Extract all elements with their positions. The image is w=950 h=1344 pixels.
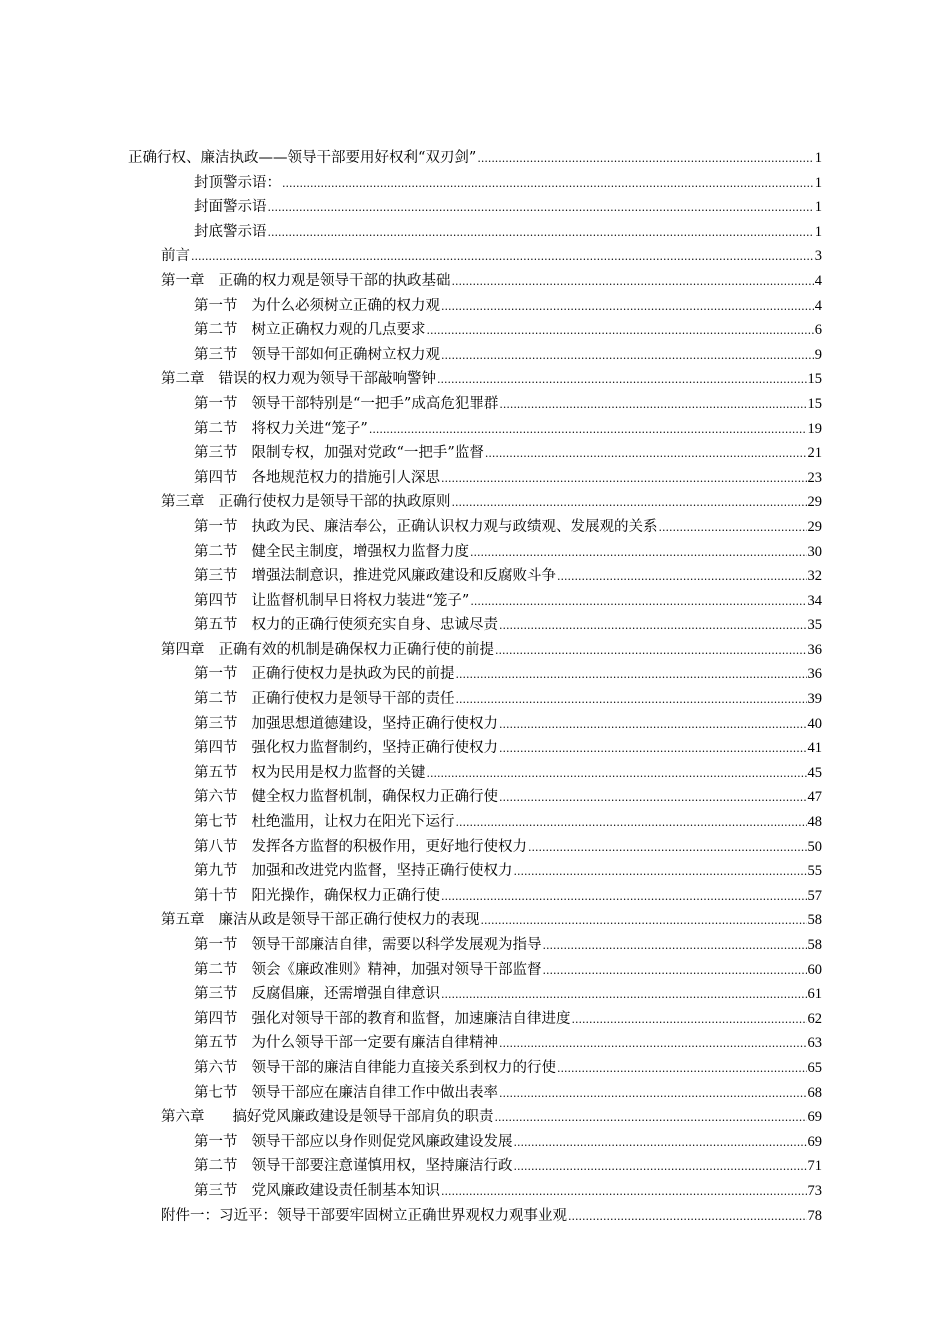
- toc-page-number: 55: [807, 863, 822, 880]
- toc-entry-text: 搞好党风廉政建设是领导干部肩负的职责: [232, 1109, 494, 1126]
- toc-page-number: 23: [807, 469, 822, 486]
- toc-entry-text: 封面警示语: [194, 199, 267, 216]
- toc-section-entry[interactable]: [0, 195, 950, 220]
- toc-entry-text: 健全民主制度，增强权力监督力度: [251, 543, 469, 560]
- toc-dot-leader: [568, 1205, 807, 1230]
- toc-page-number: 39: [807, 691, 822, 708]
- toc-dot-leader: [528, 836, 807, 861]
- toc-entry-text: 健全权力监督机制，确保权力正确行使: [251, 789, 498, 806]
- toc-dot-leader: [441, 983, 807, 1008]
- toc-page-number: 1: [814, 199, 822, 216]
- toc-entry-title: [194, 1031, 498, 1056]
- toc-page-number: 32: [807, 568, 822, 585]
- toc-page-number: 29: [807, 494, 822, 511]
- toc-section-entry[interactable]: [0, 1179, 950, 1204]
- toc-entry-text: 党风廉政建设责任制基本知识: [251, 1182, 440, 1199]
- toc-entry-text: 限制专权，加强对党政“一把手”监督: [251, 445, 484, 462]
- toc-page-number: 62: [807, 1010, 822, 1027]
- toc-page-number: 73: [807, 1182, 822, 1199]
- toc-entry-title: [194, 564, 556, 589]
- toc-dot-leader: [557, 1057, 807, 1082]
- toc-section-entry[interactable]: [0, 761, 950, 786]
- toc-entry-label: 第四节: [194, 1010, 238, 1027]
- toc-entry-text: 让监督机制早日将权力装进“笼子”: [251, 592, 470, 609]
- toc-entry-title: [161, 908, 480, 933]
- toc-page-number: 1: [814, 174, 822, 191]
- toc-entry-label: 第四节: [194, 592, 238, 609]
- toc-entry-label: 第六节: [194, 1059, 238, 1076]
- toc-dot-leader: [441, 467, 807, 492]
- toc-dot-leader: [543, 934, 807, 959]
- toc-chapter-entry[interactable]: [0, 269, 950, 294]
- toc-section-entry[interactable]: [0, 220, 950, 245]
- toc-dot-leader: [452, 270, 814, 295]
- toc-dot-leader: [441, 344, 814, 369]
- toc-section-entry[interactable]: [0, 1031, 950, 1056]
- toc-section-entry[interactable]: [0, 835, 950, 860]
- toc-section-entry[interactable]: [0, 392, 950, 417]
- toc-entry-title: [194, 884, 440, 909]
- toc-dot-leader: [427, 319, 814, 344]
- toc-page-number: 65: [807, 1059, 822, 1076]
- toc-section-entry[interactable]: [0, 540, 950, 565]
- toc-entry-label: 第三节: [194, 715, 238, 732]
- toc-section-entry[interactable]: [0, 171, 950, 196]
- toc-entry-label: 第一节: [194, 518, 238, 535]
- toc-entry-title: [194, 1154, 513, 1179]
- toc-entry-text: 领导干部特别是“一把手”成高危犯罪群: [251, 395, 499, 412]
- toc-entry-text: 领导干部应以身作则促党风廉政建设发展: [251, 1133, 513, 1150]
- toc-entry-text: 正确行使权力是领导干部的执政原则: [218, 494, 451, 511]
- toc-dot-leader: [427, 762, 807, 787]
- toc-page-number: 36: [807, 666, 822, 683]
- toc-entry-label: 第六章: [161, 1109, 205, 1126]
- toc-entry-title: [194, 761, 426, 786]
- toc-entry-title: [161, 367, 436, 392]
- toc-entry-text: 权为民用是权力监督的关键: [251, 764, 426, 781]
- toc-page-number: 3: [814, 248, 822, 265]
- toc-entry-text: 前言: [161, 248, 190, 265]
- toc-section-entry[interactable]: [0, 662, 950, 687]
- toc-entry-label: 第一节: [194, 395, 238, 412]
- toc-section-entry[interactable]: [0, 441, 950, 466]
- toc-entry-title: [161, 1204, 567, 1229]
- toc-section-entry[interactable]: [0, 884, 950, 909]
- toc-page-number: 58: [807, 937, 822, 953]
- toc-dot-leader: [499, 614, 807, 639]
- toc-entry-label: 第二章: [161, 371, 205, 388]
- toc-dot-leader: [499, 737, 807, 762]
- toc-dot-leader: [191, 245, 814, 270]
- toc-page-number: 1: [814, 223, 822, 240]
- toc-page-number: 15: [807, 371, 822, 388]
- toc-entry-title: [194, 785, 498, 810]
- toc-entry-text: 执政为民、廉洁奉公，正确认识权力观与政绩观、发展观的关系: [251, 518, 658, 535]
- toc-dot-leader: [477, 147, 813, 172]
- toc-entry-title: [194, 662, 455, 687]
- toc-entry-label: 第七节: [194, 1084, 238, 1101]
- toc-page-number: 35: [807, 617, 822, 634]
- toc-entry-text: 正确行权、廉洁执政——领导干部要用好权利“双刃剑”: [128, 150, 477, 166]
- toc-entry-text: 领导干部要注意谨慎用权，坚持廉洁行政: [251, 1158, 513, 1175]
- toc-entry-label: 第十节: [194, 887, 238, 904]
- toc-page-number: 34: [807, 592, 822, 609]
- toc-dot-leader: [572, 1008, 807, 1033]
- toc-entry-title: [194, 540, 469, 565]
- toc-dot-leader: [268, 221, 814, 246]
- toc-dot-leader: [441, 295, 814, 320]
- toc-chapter-entry[interactable]: [0, 638, 950, 663]
- toc-entry-label: 第八节: [194, 838, 238, 855]
- toc-dot-leader: [499, 713, 807, 738]
- toc-dot-leader: [514, 1131, 807, 1156]
- toc-page-number: 78: [807, 1207, 822, 1224]
- toc-dot-leader: [456, 663, 807, 688]
- toc-entry-label: 第三节: [194, 1182, 238, 1199]
- toc-entry-label: 第五节: [194, 1035, 238, 1052]
- toc-entry-text: 反腐倡廉，还需增强自律意识: [251, 986, 440, 1003]
- toc-page-number: 60: [807, 961, 822, 978]
- toc-entry-text: 树立正确权力观的几点要求: [251, 322, 426, 339]
- toc-entry-text: 为什么必须树立正确的权力观: [251, 297, 440, 314]
- toc-entry-text: 错误的权力观为领导干部敲响警钟: [218, 371, 436, 388]
- toc-entry-label: 第一章: [161, 272, 205, 289]
- toc-entry-title: [194, 392, 498, 417]
- toc-dot-leader: [659, 516, 807, 541]
- toc-entry-text: 领导干部的廉洁自律能力直接关系到权力的行使: [251, 1059, 556, 1076]
- toc-dot-leader: [495, 639, 807, 664]
- toc-page-number: 4: [814, 297, 822, 314]
- toc-section-entry[interactable]: [0, 294, 950, 319]
- toc-entry-title: [194, 1007, 571, 1032]
- toc-entry-title: [194, 982, 440, 1007]
- toc-entry-label: 第二节: [194, 691, 238, 708]
- toc-entry-title: [194, 712, 498, 737]
- toc-entry-title: [161, 490, 451, 515]
- toc-dot-leader: [514, 860, 807, 885]
- toc-page-number: 57: [807, 887, 822, 904]
- toc-entry-label: 第一节: [194, 297, 238, 314]
- toc-page-number: 41: [807, 740, 822, 757]
- toc-page-number: 48: [807, 814, 822, 831]
- toc-section-entry[interactable]: [0, 958, 950, 983]
- toc-entry-title: [194, 958, 542, 983]
- toc-chapter-entry[interactable]: [0, 1204, 950, 1229]
- toc-page-number: 69: [807, 1109, 822, 1126]
- toc-entry-text: 领会《廉政准则》精神，加强对领导干部监督: [251, 961, 542, 978]
- toc-chapter-entry[interactable]: [0, 244, 950, 269]
- toc-chapter-entry[interactable]: [0, 908, 950, 933]
- toc-page-number: 29: [807, 518, 822, 535]
- toc-entry-title: [194, 1130, 513, 1155]
- toc-entry-text: 领导干部如何正确树立权力观: [251, 346, 440, 363]
- toc-entry-text: 正确有效的机制是确保权力正确行使的前提: [218, 641, 494, 658]
- toc-entry-title: [194, 318, 426, 343]
- toc-dot-leader: [441, 1180, 807, 1205]
- toc-entry-label: 第二节: [194, 420, 238, 437]
- toc-entry-text: 领导干部廉洁自律，需要以科学发展观为指导: [251, 937, 542, 953]
- toc-entry-label: 第三节: [194, 986, 238, 1003]
- toc-entry-label: 第九节: [194, 863, 238, 880]
- toc-entry-text: 强化对领导干部的教育和监督，加速廉洁自律进度: [251, 1010, 571, 1027]
- toc-dot-leader: [485, 442, 807, 467]
- toc-entry-text: 权力的正确行使须充实自身、忠诚尽责: [251, 617, 498, 634]
- toc-page-number: 40: [807, 715, 822, 732]
- toc-section-entry[interactable]: [0, 466, 950, 491]
- toc-page-number: 6: [814, 322, 822, 339]
- toc-entry-text: 正确行使权力是执政为民的前提: [251, 666, 455, 683]
- toc-entry-text: 强化权力监督制约，坚持正确行使权力: [251, 740, 498, 757]
- toc-entry-label: 第三章: [161, 494, 205, 511]
- toc-dot-leader: [456, 688, 807, 713]
- toc-entry-text: 阳光操作，确保权力正确行使: [251, 887, 440, 904]
- toc-chapter-entry[interactable]: [0, 367, 950, 392]
- toc-dot-leader: [456, 811, 807, 836]
- toc-section-entry[interactable]: [0, 736, 950, 761]
- toc-dot-leader: [441, 885, 807, 910]
- table-of-contents: [0, 146, 950, 1228]
- toc-page-number: 4: [814, 272, 822, 289]
- toc-page-number: 71: [807, 1158, 822, 1175]
- toc-entry-title: [194, 1056, 556, 1081]
- toc-entry-title: [194, 736, 498, 761]
- toc-entry-text: 加强思想道德建设，坚持正确行使权力: [251, 715, 498, 732]
- toc-dot-leader: [268, 196, 814, 221]
- toc-entry-title: [194, 441, 484, 466]
- toc-entry-title: [194, 933, 542, 958]
- toc-entry-label: 第三节: [194, 346, 238, 363]
- toc-entry-label: 第一节: [194, 1133, 238, 1150]
- toc-entry-title: [194, 835, 527, 860]
- toc-entry-text: 封底警示语: [194, 223, 267, 240]
- toc-dot-leader: [470, 541, 807, 566]
- toc-entry-title: [194, 171, 281, 196]
- toc-entry-label: 第二节: [194, 961, 238, 978]
- toc-entry-text: 杜绝滥用，让权力在阳光下运行: [251, 814, 455, 831]
- toc-page-number: 69: [807, 1133, 822, 1150]
- toc-entry-label: 第二节: [194, 543, 238, 560]
- toc-section-entry[interactable]: [0, 1154, 950, 1179]
- toc-page-number: 36: [807, 641, 822, 658]
- toc-entry-label: 第五节: [194, 764, 238, 781]
- toc-section-entry[interactable]: [0, 1081, 950, 1106]
- toc-entry-text: 将权力关进“笼子”: [251, 420, 368, 437]
- toc-dot-leader: [481, 909, 807, 934]
- toc-entry-title: [194, 613, 498, 638]
- toc-entry-label: 第三节: [194, 568, 238, 585]
- toc-entry-label: 第二节: [194, 1158, 238, 1175]
- toc-entry-text: 增强法制意识，推进党风廉政建设和反腐败斗争: [251, 568, 556, 585]
- toc-page-number: 1: [814, 150, 822, 166]
- toc-dot-leader: [282, 172, 814, 197]
- toc-entry-title: [194, 1081, 498, 1106]
- toc-entry-title: [194, 810, 455, 835]
- toc-entry-title: [194, 294, 440, 319]
- toc-entry-title: [161, 1105, 494, 1130]
- toc-section-entry[interactable]: [0, 343, 950, 368]
- toc-page-number: 21: [807, 445, 822, 462]
- toc-entry-title: [194, 195, 267, 220]
- toc-entry-title: [194, 1179, 440, 1204]
- toc-entry-title: [194, 687, 455, 712]
- toc-dot-leader: [514, 1155, 807, 1180]
- toc-entry-label: 第四节: [194, 740, 238, 757]
- toc-dot-leader: [499, 1082, 807, 1107]
- toc-page-number: 19: [807, 420, 822, 437]
- toc-page-number: 47: [807, 789, 822, 806]
- toc-section-entry[interactable]: [0, 785, 950, 810]
- toc-entry-title: [194, 466, 440, 491]
- toc-entry-title: [128, 146, 476, 171]
- toc-entry-text: 封顶警示语：: [194, 174, 281, 191]
- toc-entry-label: 第一节: [194, 937, 238, 953]
- toc-section-entry[interactable]: [0, 712, 950, 737]
- toc-entry-title: [194, 220, 267, 245]
- toc-entry-title: [194, 343, 440, 368]
- toc-entry-title: [194, 417, 368, 442]
- toc-entry-text: 廉洁从政是领导干部正确行使权力的表现: [218, 912, 480, 929]
- toc-section-entry[interactable]: [0, 810, 950, 835]
- toc-entry-text: 发挥各方监督的积极作用，更好地行使权力: [251, 838, 527, 855]
- toc-entry-text: 各地规范权力的措施引人深思: [251, 469, 440, 486]
- toc-section-entry[interactable]: [0, 589, 950, 614]
- toc-section-entry[interactable]: [0, 417, 950, 442]
- toc-section-entry[interactable]: [0, 982, 950, 1007]
- toc-entry-text: 附件一：习近平：领导干部要牢固树立正确世界观权力观事业观: [161, 1207, 567, 1224]
- toc-dot-leader: [452, 491, 807, 516]
- toc-section-entry[interactable]: [0, 515, 950, 540]
- toc-dot-leader: [557, 565, 807, 590]
- toc-page-number: 58: [807, 912, 822, 929]
- toc-section-entry[interactable]: [0, 1130, 950, 1155]
- toc-entry-label: 第四节: [194, 469, 238, 486]
- toc-entry-label: 第六节: [194, 789, 238, 806]
- toc-dot-leader: [437, 368, 807, 393]
- toc-chapter-entry[interactable]: [0, 1105, 950, 1130]
- toc-section-entry[interactable]: [0, 564, 950, 589]
- toc-page-number: 9: [814, 346, 822, 363]
- toc-entry-text: 正确行使权力是领导干部的责任: [251, 691, 455, 708]
- toc-page-number: 30: [807, 543, 822, 560]
- toc-chapter-entry[interactable]: [0, 490, 950, 515]
- toc-section-entry[interactable]: [0, 1056, 950, 1081]
- toc-dot-leader: [499, 786, 807, 811]
- toc-entry-title: [161, 638, 494, 663]
- toc-page-number: 15: [807, 395, 822, 412]
- toc-entry-title: [194, 589, 469, 614]
- toc-main-title[interactable]: [0, 146, 950, 171]
- toc-dot-leader: [499, 393, 806, 418]
- toc-section-entry[interactable]: [0, 933, 950, 958]
- toc-dot-leader: [499, 1032, 807, 1057]
- toc-entry-label: 第七节: [194, 814, 238, 831]
- toc-page-number: 63: [807, 1035, 822, 1052]
- toc-entry-text: 领导干部应在廉洁自律工作中做出表率: [251, 1084, 498, 1101]
- toc-section-entry[interactable]: [0, 1007, 950, 1032]
- toc-entry-text: 加强和改进党内监督，坚持正确行使权力: [251, 863, 513, 880]
- toc-entry-label: 第一节: [194, 666, 238, 683]
- toc-entry-label: 第四章: [161, 641, 205, 658]
- toc-section-entry[interactable]: [0, 613, 950, 638]
- toc-page-number: 45: [807, 764, 822, 781]
- toc-dot-leader: [470, 590, 806, 615]
- toc-entry-title: [161, 269, 451, 294]
- toc-page-number: 61: [807, 986, 822, 1003]
- toc-page-number: 68: [807, 1084, 822, 1101]
- toc-section-entry[interactable]: [0, 859, 950, 884]
- toc-dot-leader: [543, 959, 807, 984]
- toc-entry-label: 第三节: [194, 445, 238, 462]
- toc-entry-title: [194, 859, 513, 884]
- toc-entry-label: 第五章: [161, 912, 205, 929]
- toc-entry-text: 正确的权力观是领导干部的执政基础: [218, 272, 451, 289]
- toc-section-entry[interactable]: [0, 687, 950, 712]
- toc-entry-label: 第五节: [194, 617, 238, 634]
- toc-dot-leader: [369, 418, 807, 443]
- toc-entry-label: 第二节: [194, 322, 238, 339]
- toc-entry-title: [161, 244, 190, 269]
- toc-dot-leader: [495, 1106, 807, 1131]
- toc-page-number: 50: [807, 838, 822, 855]
- toc-entry-title: [194, 515, 658, 540]
- toc-entry-text: 为什么领导干部一定要有廉洁自律精神: [251, 1035, 498, 1052]
- toc-section-entry[interactable]: [0, 318, 950, 343]
